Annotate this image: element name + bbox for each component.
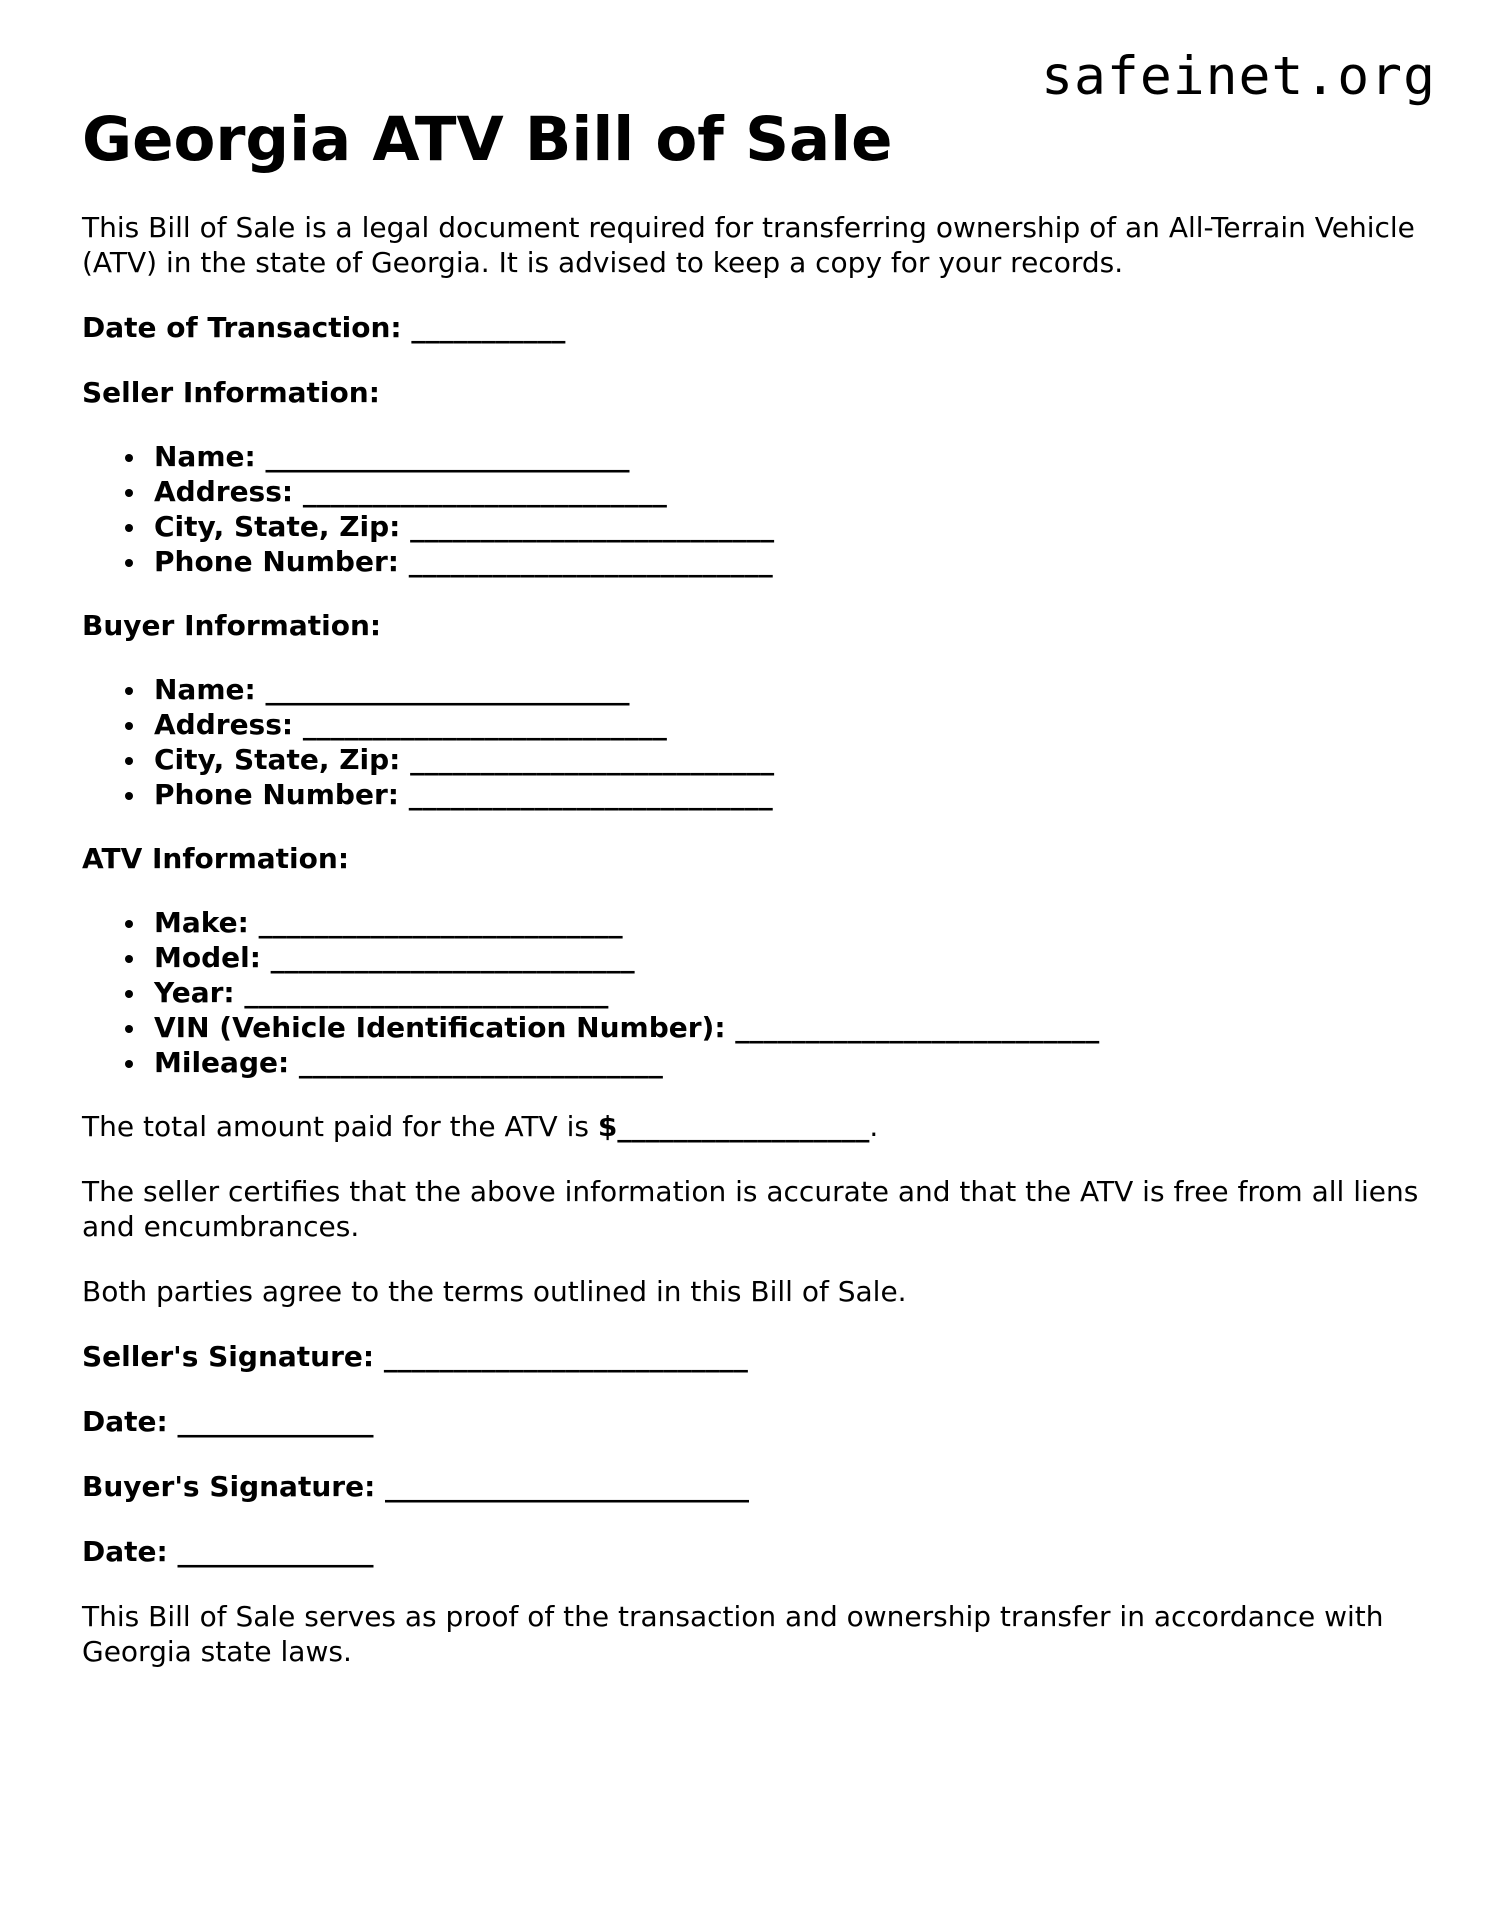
agreement-paragraph: Both parties agree to the terms outlined in this Bill of Sale. bbox=[82, 1275, 907, 1308]
atv-vin-field: VIN (Vehicle Identification Number): __________________________ bbox=[154, 1010, 1422, 1045]
buyer-information-list bbox=[82, 672, 1422, 812]
certification-paragraph: The seller certifies that the above information is accurate and that the ATV is free from all liens and encumbrances. bbox=[82, 1175, 1419, 1243]
seller-name-field: Name: __________________________ bbox=[154, 439, 1422, 474]
atv-make-field: Make: __________________________ bbox=[154, 905, 1422, 940]
amount-paid-line bbox=[82, 1109, 1422, 1144]
intro-paragraph: This Bill of Sale is a legal document required for transferring ownership of an All-Terrain Vehicle (ATV) in the state of Georgia. It is advised to keep a copy for your records. bbox=[82, 211, 1415, 279]
seller-information-heading: Seller Information: bbox=[82, 376, 380, 409]
atv-information-list bbox=[82, 905, 1422, 1080]
seller-phone-field: Phone Number: __________________________ bbox=[154, 544, 1422, 579]
seller-address-field: Address: __________________________ bbox=[154, 474, 1422, 509]
buyer-information-heading: Buyer Information: bbox=[82, 609, 382, 642]
document-title: Georgia ATV Bill of Sale bbox=[82, 104, 893, 175]
closing-paragraph: This Bill of Sale serves as proof of the transaction and ownership transfer in accordance with Georgia state laws. bbox=[82, 1600, 1384, 1668]
atv-mileage-field: Mileage: __________________________ bbox=[154, 1045, 1422, 1080]
amount-suffix: . bbox=[869, 1110, 879, 1143]
date-of-transaction-field: Date of Transaction: ___________ bbox=[82, 311, 566, 344]
atv-model-field: Model: __________________________ bbox=[154, 940, 1422, 975]
atv-information-heading: ATV Information: bbox=[82, 842, 350, 875]
buyer-signature-field: Buyer's Signature: __________________________ bbox=[82, 1470, 750, 1503]
buyer-date-field: Date: ______________ bbox=[82, 1535, 374, 1568]
amount-prefix: The total amount paid for the ATV is bbox=[82, 1110, 598, 1143]
seller-date-field: Date: ______________ bbox=[82, 1405, 374, 1438]
watermark: safeinet.org bbox=[1041, 46, 1436, 107]
seller-city-state-zip-field: City, State, Zip: __________________________ bbox=[154, 509, 1422, 544]
buyer-city-state-zip-field: City, State, Zip: __________________________ bbox=[154, 742, 1422, 777]
document-body bbox=[82, 104, 1422, 1669]
buyer-address-field: Address: __________________________ bbox=[154, 707, 1422, 742]
atv-year-field: Year: __________________________ bbox=[154, 975, 1422, 1010]
buyer-phone-field: Phone Number: __________________________ bbox=[154, 777, 1422, 812]
amount-blank: $__________________ bbox=[597, 1110, 870, 1143]
seller-signature-field: Seller's Signature: __________________________ bbox=[82, 1340, 748, 1373]
seller-information-list bbox=[82, 439, 1422, 579]
buyer-name-field: Name: __________________________ bbox=[154, 672, 1422, 707]
